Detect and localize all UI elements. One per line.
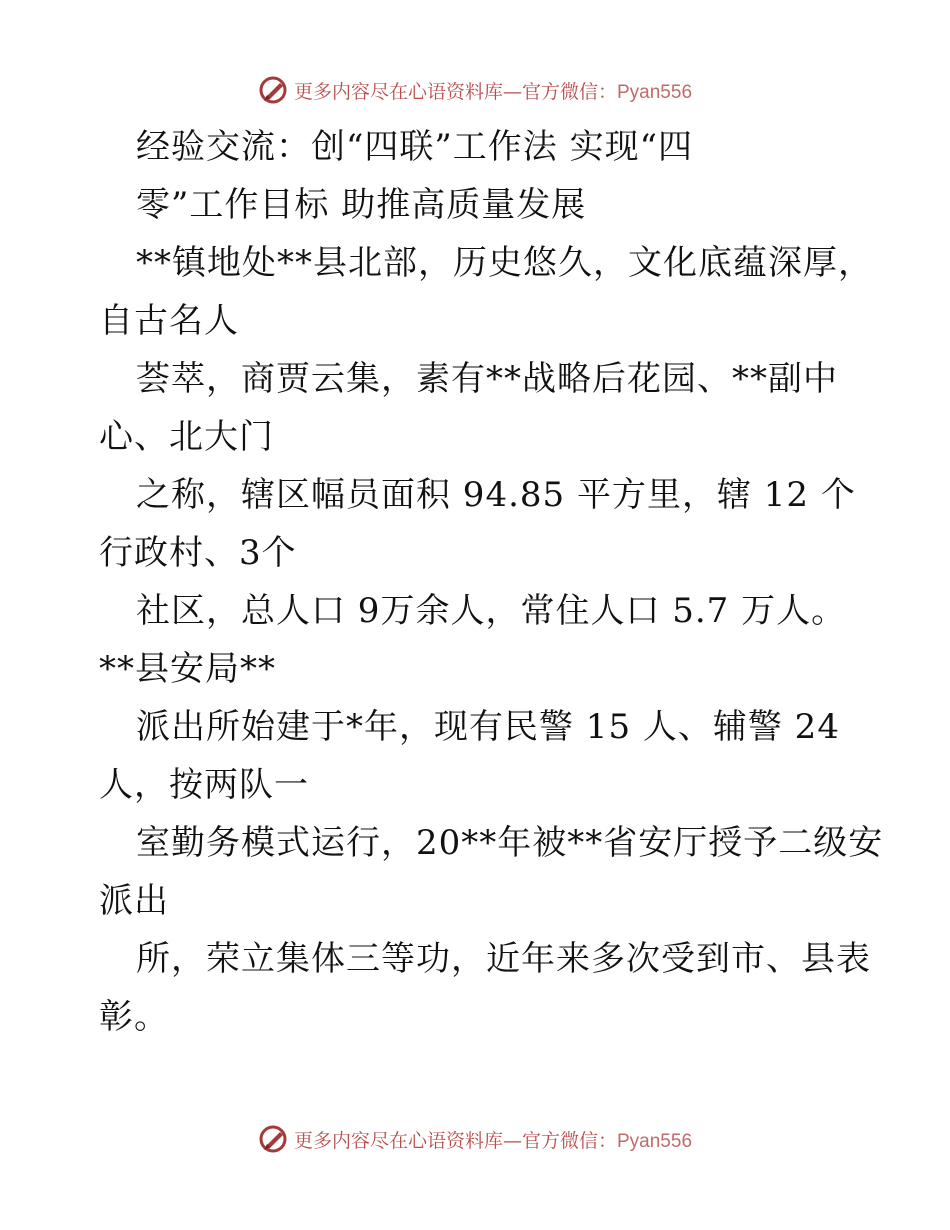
header-wechat-label: 官方微信： [521,80,617,103]
footer-dash: — [502,1129,522,1152]
body-line: **镇地处**县北部，历史悠久，文化底蕴深厚， [136,243,873,283]
footer-brand: 更多内容尽在心语资料库 [293,1129,503,1152]
header-brand: 更多内容尽在心语资料库 [293,80,503,103]
header-banner [0,73,950,107]
header-wechat-id: Pyan556 [617,81,693,103]
body-line: 彰。 [99,997,169,1037]
body-line: 行政村、3个 [99,533,297,573]
body-line: **县安局** [99,649,276,689]
body-line: 自古名人 [99,301,239,341]
body-line: 所，荣立集体三等功，近年来多次受到市、县表 [136,939,871,979]
body-line: 室勤务模式运行，20**年被**省安厅授予二级安 [136,823,884,863]
footer-wechat-id: Pyan556 [617,1130,693,1152]
body-line: 派出 [99,881,169,921]
body-line: 荟萃，商贾云集，素有**战略后花园、**副中 [136,359,838,399]
body-line: 心、北大门 [99,417,274,457]
footer-banner-text [294,1126,692,1153]
header-dash: — [502,80,522,103]
title-line-2: 零”工作目标 助推高质量发展 [136,185,587,225]
footer-banner [0,1122,950,1156]
body-line: 人，按两队一 [99,765,309,805]
body-line: 之称，辖区幅员面积 94.85 平方里，辖 12 个 [136,475,856,515]
body-line: 社区，总人口 9万余人，常住人口 5.7 万人。 [136,591,847,631]
pen-logo-icon [258,75,288,105]
title-line-1: 经验交流：创“四联”工作法 实现“四 [136,127,693,167]
footer-wechat-label: 官方微信： [521,1129,617,1152]
document-body [99,118,884,1046]
pen-logo-icon [258,1124,288,1154]
body-line: 派出所始建于*年，现有民警 15 人、辅警 24 [136,707,840,747]
header-banner-text [294,77,692,104]
